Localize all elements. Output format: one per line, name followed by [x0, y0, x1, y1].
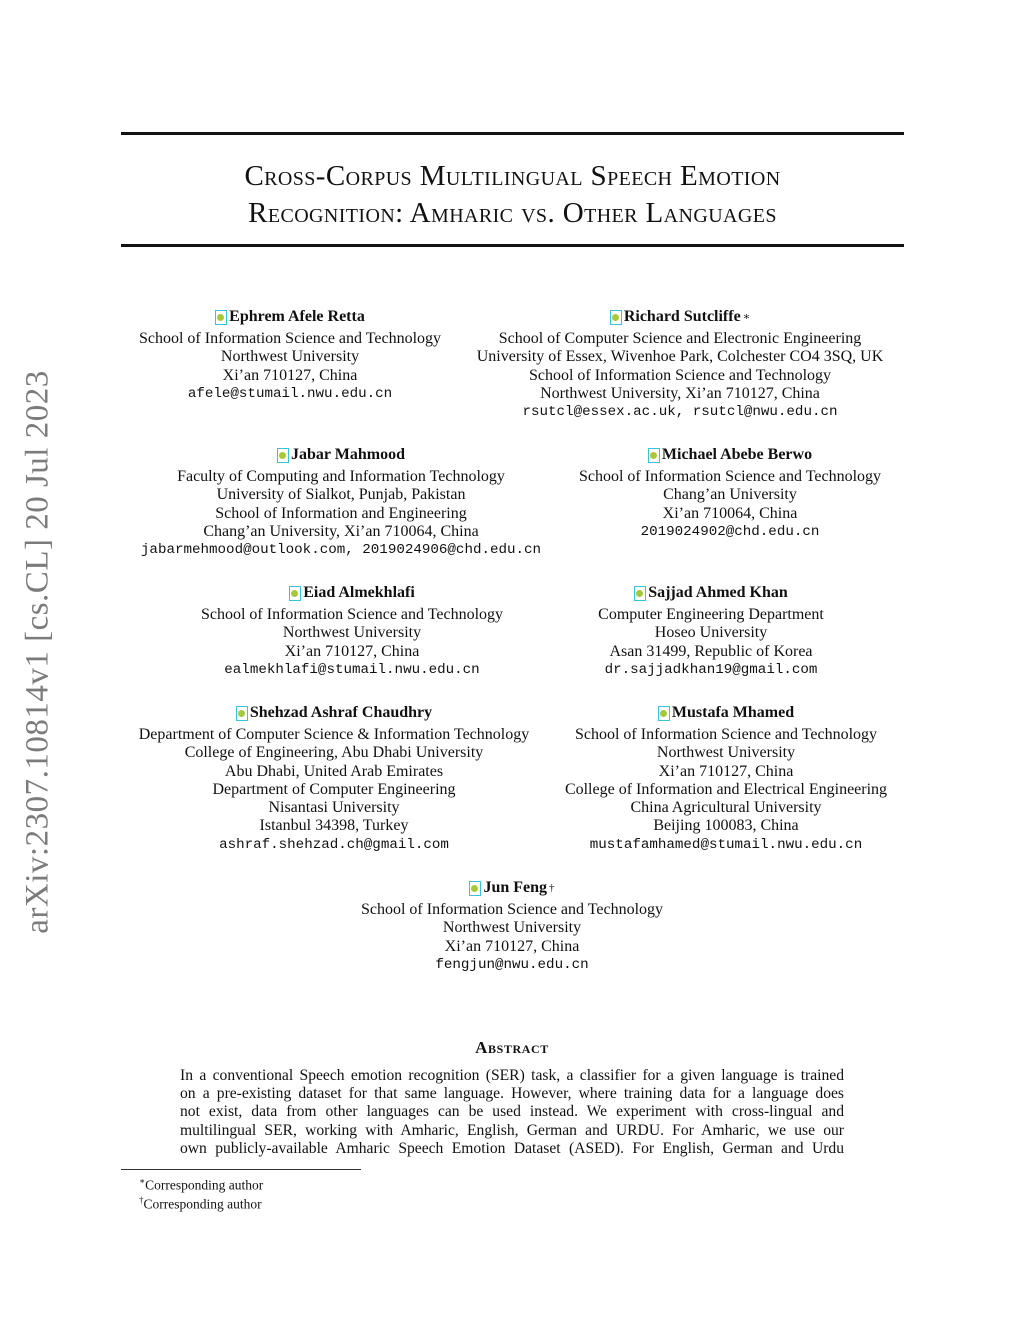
author-block: [182, 584, 522, 679]
affiliation-line: Asan 31499, Republic of Korea: [609, 642, 813, 660]
title-bottom-rule: [121, 244, 904, 247]
affiliation-line: University of Essex, Wivenhoe Park, Colchester CO4 3SQ, UK: [476, 348, 884, 366]
abstract-line: own publicly-available Amharic Speech Emotion Dataset (ASED). For English, German and Urdu: [180, 1139, 844, 1157]
title-top-rule: [121, 132, 904, 135]
paper-title: [121, 158, 904, 232]
author-name: Jun Feng: [483, 879, 548, 896]
affiliation-line: Northwest University: [220, 348, 360, 366]
title-line-1: Cross-Corpus Multilingual Speech Emotion: [244, 160, 781, 192]
orcid-icon[interactable]: [289, 586, 301, 601]
abstract-line: on a pre-existing dataset for that same language. However, where training data for a language does: [180, 1085, 844, 1103]
author-name: Mustafa Mhamed: [671, 704, 795, 721]
footnote-mark: †: [139, 1195, 144, 1205]
author-block: [565, 446, 895, 541]
orcid-icon[interactable]: [215, 310, 227, 325]
orcid-icon[interactable]: [610, 310, 622, 325]
affiliation-line: Xi’an 710127, China: [222, 366, 358, 384]
affiliation-line: Department of Computer Science & Information Technology: [138, 725, 530, 743]
affiliation-line: Xi’an 710127, China: [658, 762, 794, 780]
author-block: [130, 446, 552, 559]
author-email[interactable]: mustafamhamed@stumail.nwu.edu.cn: [589, 836, 863, 853]
affiliation-line: School of Information and Engineering: [215, 504, 467, 522]
affiliation-line: Faculty of Computing and Information Technology: [177, 467, 505, 485]
affiliation-line: School of Information Science and Technology: [574, 725, 878, 743]
affiliation-line: School of Information Science and Technology: [138, 329, 442, 347]
author-email[interactable]: jabarmehmood@outlook.com, 2019024906@chd.edu.cn: [140, 542, 542, 559]
orcid-icon[interactable]: [277, 448, 289, 463]
affiliation-line: Nisantasi University: [268, 799, 400, 817]
affiliation-line: School of Information Science and Technology: [200, 605, 504, 623]
author-block: [128, 704, 540, 854]
orcid-icon[interactable]: [648, 448, 660, 463]
author-email[interactable]: dr.sajjadkhan19@gmail.com: [604, 661, 818, 678]
affiliation-line: Beijing 100083, China: [653, 817, 799, 835]
footnote-text: Corresponding author: [145, 1177, 264, 1193]
affiliation-line: Chang’an University: [663, 486, 797, 504]
orcid-icon[interactable]: [469, 881, 481, 896]
affiliation-line: Xi’an 710127, China: [284, 642, 420, 660]
author-name: Michael Abebe Berwo: [661, 446, 813, 463]
affiliation-line: Xi’an 710127, China: [444, 937, 580, 955]
affiliation-line: School of Information Science and Technology: [528, 366, 832, 384]
footnote-mark: ∗: [139, 1176, 146, 1186]
abstract-line: multilingual SER, working with Amharic, English, German and URDU. For Amharic, we use our: [180, 1121, 844, 1139]
author-name: Eiad Almekhlafi: [303, 584, 415, 601]
footnote: [139, 1173, 263, 1194]
affiliation-line: University of Sialkot, Punjab, Pakistan: [216, 486, 466, 504]
affiliation-line: School of Information Science and Technology: [360, 900, 664, 918]
author-name: Shehzad Ashraf Chaudhry: [249, 704, 433, 721]
author-block: [130, 308, 450, 403]
author-name: Ephrem Afele Retta: [229, 308, 365, 325]
affiliation-line: School of Computer Science and Electronic Engineering: [498, 329, 862, 347]
author-email[interactable]: rsutcl@essex.ac.uk, rsutcl@nwu.edu.cn: [522, 404, 838, 421]
abstract-heading: Abstract: [475, 1038, 549, 1057]
orcid-icon[interactable]: [634, 586, 646, 601]
author-block: [586, 584, 836, 679]
affiliation-line: China Agricultural University: [630, 799, 822, 817]
affiliation-line: Department of Computer Engineering: [212, 780, 456, 798]
affiliation-line: Computer Engineering Department: [598, 605, 824, 623]
author-name: Sajjad Ahmed Khan: [648, 584, 788, 601]
footnote-rule: [121, 1169, 361, 1170]
abstract-line: In a conventional Speech emotion recognition (SER) task, a classifier for a given language is trained: [180, 1067, 844, 1084]
author-email[interactable]: fengjun@nwu.edu.cn: [435, 956, 589, 973]
affiliation-line: Xi’an 710064, China: [662, 504, 798, 522]
affiliation-line: Northwest University: [282, 624, 422, 642]
affiliation-line: Northwest University: [656, 744, 796, 762]
arxiv-identifier: arXiv:2307.10814v1 [cs.CL] 20 Jul 2023: [19, 370, 56, 934]
author-name: Jabar Mahmood: [291, 446, 405, 463]
abstract-line: not exist, data from other languages can be used instead. We experiment with cross-lingual and: [180, 1103, 844, 1121]
orcid-icon[interactable]: [658, 706, 670, 721]
affiliation-line: Northwest University, Xi’an 710127, China: [540, 384, 820, 402]
footnote-text: Corresponding author: [143, 1196, 262, 1212]
author-email[interactable]: afele@stumail.nwu.edu.cn: [187, 385, 393, 402]
author-block: [555, 704, 897, 854]
footnote: [139, 1192, 262, 1213]
affiliation-line: Abu Dhabi, United Arab Emirates: [224, 762, 444, 780]
affiliation-line: Istanbul 34398, Turkey: [259, 817, 409, 835]
author-email[interactable]: ealmekhlafi@stumail.nwu.edu.cn: [224, 661, 480, 678]
affiliation-line: Northwest University: [442, 919, 582, 937]
title-line-2: Recognition: Amharic vs. Other Languages: [248, 197, 777, 229]
author-block: Jun Feng † School of Information Science and Technology Northwest University Xi’an 710127, China fengjun@nwu.edu.cn: [342, 879, 682, 974]
author-block: Richard Sutcliffe ∗ School of Computer Science and Electronic Engineering University of Essex, Wivenhoe Park, Colchester CO4 3SQ, UK School of Information Science and Technology Northwest University, Xi’an 710127, China rsutcl@essex.ac.uk, rsutcl@nwu.edu.cn: [465, 308, 895, 421]
affiliation-line: College of Engineering, Abu Dhabi University: [184, 744, 484, 762]
author-name: Richard Sutcliffe: [623, 308, 741, 325]
author-email[interactable]: ashraf.shehzad.ch@gmail.com: [219, 836, 449, 853]
affiliation-line: College of Information and Electrical Engineering: [564, 780, 888, 798]
affiliation-line: Chang’an University, Xi’an 710064, China: [203, 522, 479, 540]
affiliation-line: Hoseo University: [654, 624, 768, 642]
affiliation-line: School of Information Science and Technology: [578, 467, 882, 485]
author-email[interactable]: 2019024902@chd.edu.cn: [640, 523, 820, 540]
abstract-body: [180, 1067, 844, 1158]
orcid-icon[interactable]: [236, 706, 248, 721]
